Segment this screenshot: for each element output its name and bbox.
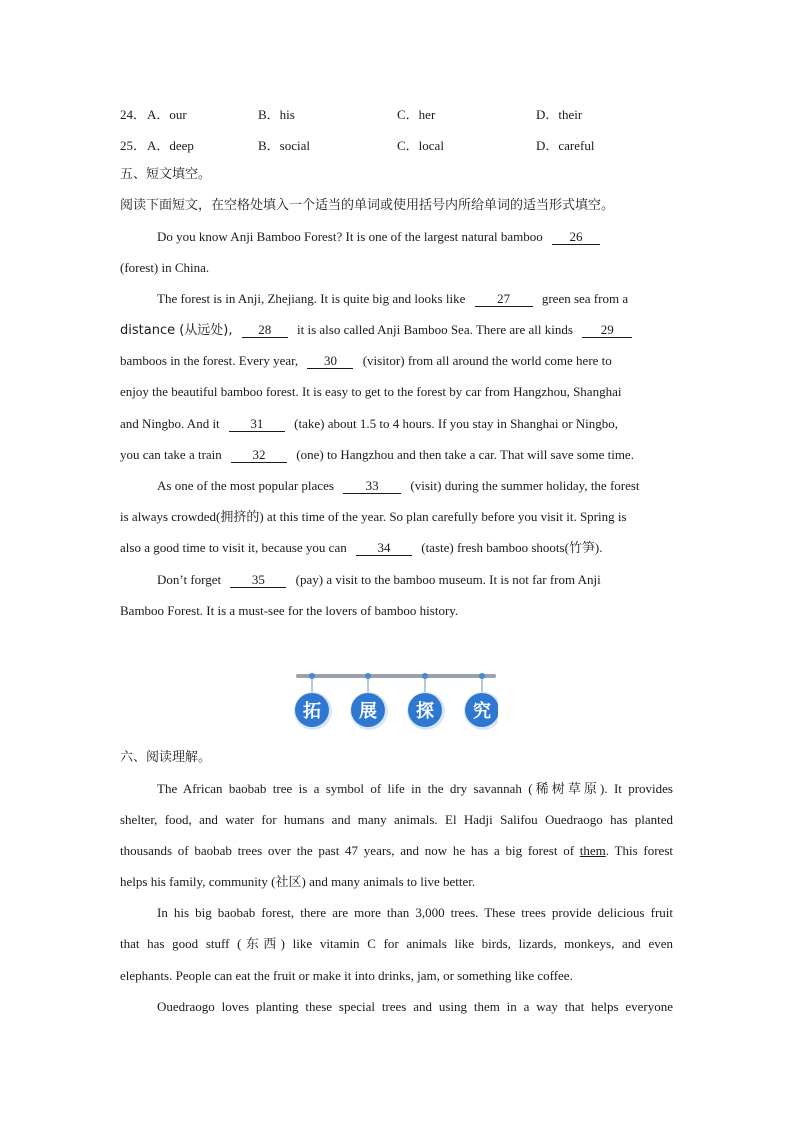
reading-line: helps his family, community (社区) and many animals to live better. xyxy=(120,874,476,889)
question-number: 25． xyxy=(120,138,147,153)
extension-banner xyxy=(292,673,498,733)
passage-line xyxy=(120,352,673,370)
question-number: 24． xyxy=(120,107,147,122)
reading-line: elephants. People can eat the fruit or make it into drinks, jam, or something like coffee. xyxy=(120,968,573,983)
banner-char: 拓 xyxy=(303,701,321,722)
passage-text: (visit) during the summer holiday, the forest xyxy=(410,478,640,493)
passage-text: (visitor) from all around the world come here to xyxy=(362,353,612,368)
blank-32[interactable]: 32 xyxy=(231,448,287,463)
option-a: A．deep xyxy=(147,138,194,153)
option-d: D．their xyxy=(536,107,583,122)
option-c: C．her xyxy=(397,107,436,122)
passage-line xyxy=(157,571,673,589)
passage-text: and Ningbo. And it xyxy=(120,416,220,431)
banner-char: 究 xyxy=(473,701,491,722)
banner-char: 展 xyxy=(359,701,377,722)
option-d: D．careful xyxy=(536,138,595,153)
section-instruction: 阅读下面短文，在空格处填入一个适当的单词或使用括号内所给单词的适当形式填空。 xyxy=(120,198,615,213)
passage-line xyxy=(120,321,673,340)
passage-line: (forest) in China. xyxy=(120,260,210,275)
section-title: 五、短文填空。 xyxy=(120,167,212,182)
passage-text: bamboos in the forest. Every year, xyxy=(120,353,299,368)
reading-text: . This forest xyxy=(605,843,674,858)
reading-line: that has good stuff (东西) like vitamin C for animals like birds, lizards, monkeys, and even xyxy=(120,936,673,951)
blank-35[interactable]: 35 xyxy=(230,573,286,588)
option-c: C．local xyxy=(397,138,444,153)
passage-line xyxy=(157,228,673,246)
passage-line xyxy=(120,539,673,557)
reading-line: The African baobab tree is a symbol of life in the dry savannah (稀树草原). It provides xyxy=(157,781,673,796)
passage-text: The forest is in Anji, Zhejiang. It is quite big and looks like xyxy=(157,291,466,306)
blank-34[interactable]: 34 xyxy=(356,541,412,556)
reading-line: shelter, food, and water for humans and many animals. El Hadji Salifou Ouedraogo has planted xyxy=(120,812,673,827)
banner-bar xyxy=(296,674,496,678)
passage-text: it is also called Anji Bamboo Sea. There are all kinds xyxy=(297,322,573,337)
banner-graphic xyxy=(292,673,498,733)
blank-27[interactable]: 27 xyxy=(475,292,533,307)
blank-31[interactable]: 31 xyxy=(229,417,285,432)
section-title: 六、阅读理解。 xyxy=(120,750,212,765)
passage-text: (taste) fresh bamboo shoots(竹笋). xyxy=(421,540,603,555)
passage-line: Bamboo Forest. It is a must-see for the lovers of bamboo history. xyxy=(120,603,459,618)
passage-text: also a good time to visit it, because you can xyxy=(120,540,347,555)
blank-30[interactable]: 30 xyxy=(307,354,353,369)
passage-text: distance (从远处), xyxy=(120,323,233,338)
blank-26[interactable]: 26 xyxy=(552,230,600,245)
passage-text: (pay) a visit to the bamboo museum. It is not far from Anji xyxy=(295,572,601,587)
passage-text: (one) to Hangzhou and then take a car. That will save some time. xyxy=(296,447,634,462)
reading-text: thousands of baobab trees over the past 47 years, and now he has a big forest of xyxy=(120,843,575,858)
passage-text: Don’t forget xyxy=(157,572,222,587)
passage-text: Do you know Anji Bamboo Forest? It is one of the largest natural bamboo xyxy=(157,229,543,244)
blank-29[interactable]: 29 xyxy=(582,323,632,338)
passage-line xyxy=(157,477,673,495)
passage-line: enjoy the beautiful bamboo forest. It is easy to get to the forest by car from Hangzhou, Shanghai xyxy=(120,384,622,399)
reading-line: Ouedraogo loves planting these special trees and using them in a way that helps everyone xyxy=(157,999,673,1014)
reading-line: In his big baobab forest, there are more than 3,000 trees. These trees provide delicious fruit xyxy=(157,905,673,920)
option-b: B．social xyxy=(258,138,310,153)
passage-line xyxy=(120,446,673,464)
passage-text: you can take a train xyxy=(120,447,222,462)
reading-line xyxy=(120,842,673,860)
passage-text: (take) about 1.5 to 4 hours. If you stay in Shanghai or Ningbo, xyxy=(294,416,619,431)
blank-33[interactable]: 33 xyxy=(343,479,401,494)
passage-line: is always crowded(拥挤的) at this time of the year. So plan carefully before you visit it. Spring is xyxy=(120,509,627,524)
passage-text: green sea from a xyxy=(541,291,629,306)
passage-text: As one of the most popular places xyxy=(157,478,334,493)
passage-line xyxy=(157,290,673,308)
blank-28[interactable]: 28 xyxy=(242,323,288,338)
option-a: A．our xyxy=(147,107,187,122)
underlined-word: them xyxy=(579,843,606,858)
passage-line xyxy=(120,415,673,433)
option-b: B．his xyxy=(258,107,295,122)
banner-char: 探 xyxy=(416,701,434,722)
